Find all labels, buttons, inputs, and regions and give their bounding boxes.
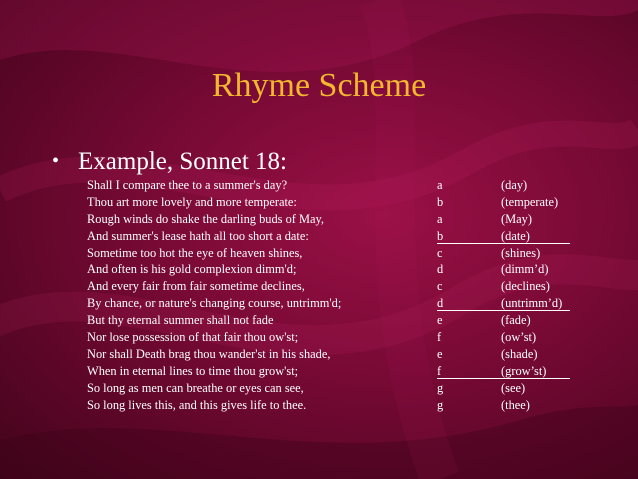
bullet-icon: • (52, 150, 60, 172)
rhyme-word: (dimm’d) (501, 262, 549, 277)
poem-line-text: And often is his gold complexion dimm'd; (87, 262, 297, 277)
rhyme-word: (May) (501, 211, 532, 226)
rhyme-word: (untrimm’d) (501, 296, 563, 311)
rhyme-word: (shines) (501, 245, 541, 260)
poem-line-text: Nor shall Death brag thou wander'st in his shade, (87, 346, 331, 361)
poem-line (87, 329, 587, 346)
quatrain-separator-rule (437, 378, 570, 379)
rhyme-letter: c (437, 245, 443, 260)
rhyme-letter: b (437, 194, 444, 209)
poem-line (87, 177, 587, 194)
poem-line (87, 295, 587, 312)
poem-line-text: By chance, or nature's changing course, untrimm'd; (87, 296, 342, 311)
slide-title: Rhyme Scheme (211, 67, 427, 104)
rhyme-letter: c (437, 279, 443, 294)
poem-line-text: When in eternal lines to time thou grow'st; (87, 363, 299, 378)
rhyme-letter: f (437, 330, 442, 345)
rhyme-letter: a (437, 178, 443, 192)
rhyme-word: (temperate) (501, 194, 559, 209)
rhyme-letter: e (437, 346, 443, 361)
poem-line-text: But thy eternal summer shall not fade (87, 313, 274, 328)
poem-line-text: And summer's lease hath all too short a date: (87, 228, 309, 243)
rhyme-word: (ow’st) (501, 330, 537, 345)
poem-line (87, 245, 587, 262)
sonnet-rhyme-table (87, 177, 587, 413)
rhyme-letter: e (437, 313, 443, 328)
example-heading-text: Example, Sonnet 18: (78, 148, 287, 175)
rhyme-word: (fade) (501, 313, 531, 328)
poem-line-text: Thou art more lovely and more temperate: (87, 194, 297, 209)
rhyme-letter: b (437, 228, 444, 243)
rhyme-letter: d (437, 262, 444, 277)
rhyme-word: (thee) (501, 397, 530, 412)
rhyme-word: (grow’st) (501, 363, 547, 378)
poem-line (87, 380, 587, 397)
rhyme-letter: d (437, 296, 444, 311)
poem-line-text: And every fair from fair sometime declines, (87, 279, 305, 294)
poem-line-text: Rough winds do shake the darling buds of May, (87, 211, 325, 226)
poem-line-text: So long as men can breathe or eyes can see, (87, 380, 304, 395)
example-heading (52, 146, 287, 177)
poem-line (87, 397, 587, 414)
rhyme-letter: f (437, 363, 442, 378)
quatrain-separator-rule (437, 310, 570, 311)
poem-line-text: Sometime too hot the eye of heaven shines, (87, 245, 303, 260)
poem-line-text: Nor lose possession of that fair thou ow'st; (87, 330, 299, 345)
poem-line (87, 278, 587, 295)
poem-line (87, 211, 587, 228)
rhyme-word: (declines) (501, 279, 550, 294)
rhyme-word: (shade) (501, 346, 538, 361)
rhyme-word: (day) (501, 178, 528, 192)
poem-line (87, 194, 587, 211)
quatrain-separator-rule (437, 243, 570, 244)
rhyme-letter: a (437, 211, 443, 226)
poem-line (87, 312, 587, 329)
rhyme-word: (date) (501, 228, 530, 243)
poem-line (87, 363, 587, 380)
poem-line (87, 346, 587, 363)
poem-line-text: So long lives this, and this gives life to thee. (87, 397, 307, 412)
rhyme-letter: g (437, 397, 444, 412)
rhyme-letter: g (437, 380, 444, 395)
rhyme-word: (see) (501, 380, 526, 395)
poem-line (87, 261, 587, 278)
poem-line (87, 228, 587, 245)
poem-line-text: Shall I compare thee to a summer's day? (87, 178, 288, 192)
